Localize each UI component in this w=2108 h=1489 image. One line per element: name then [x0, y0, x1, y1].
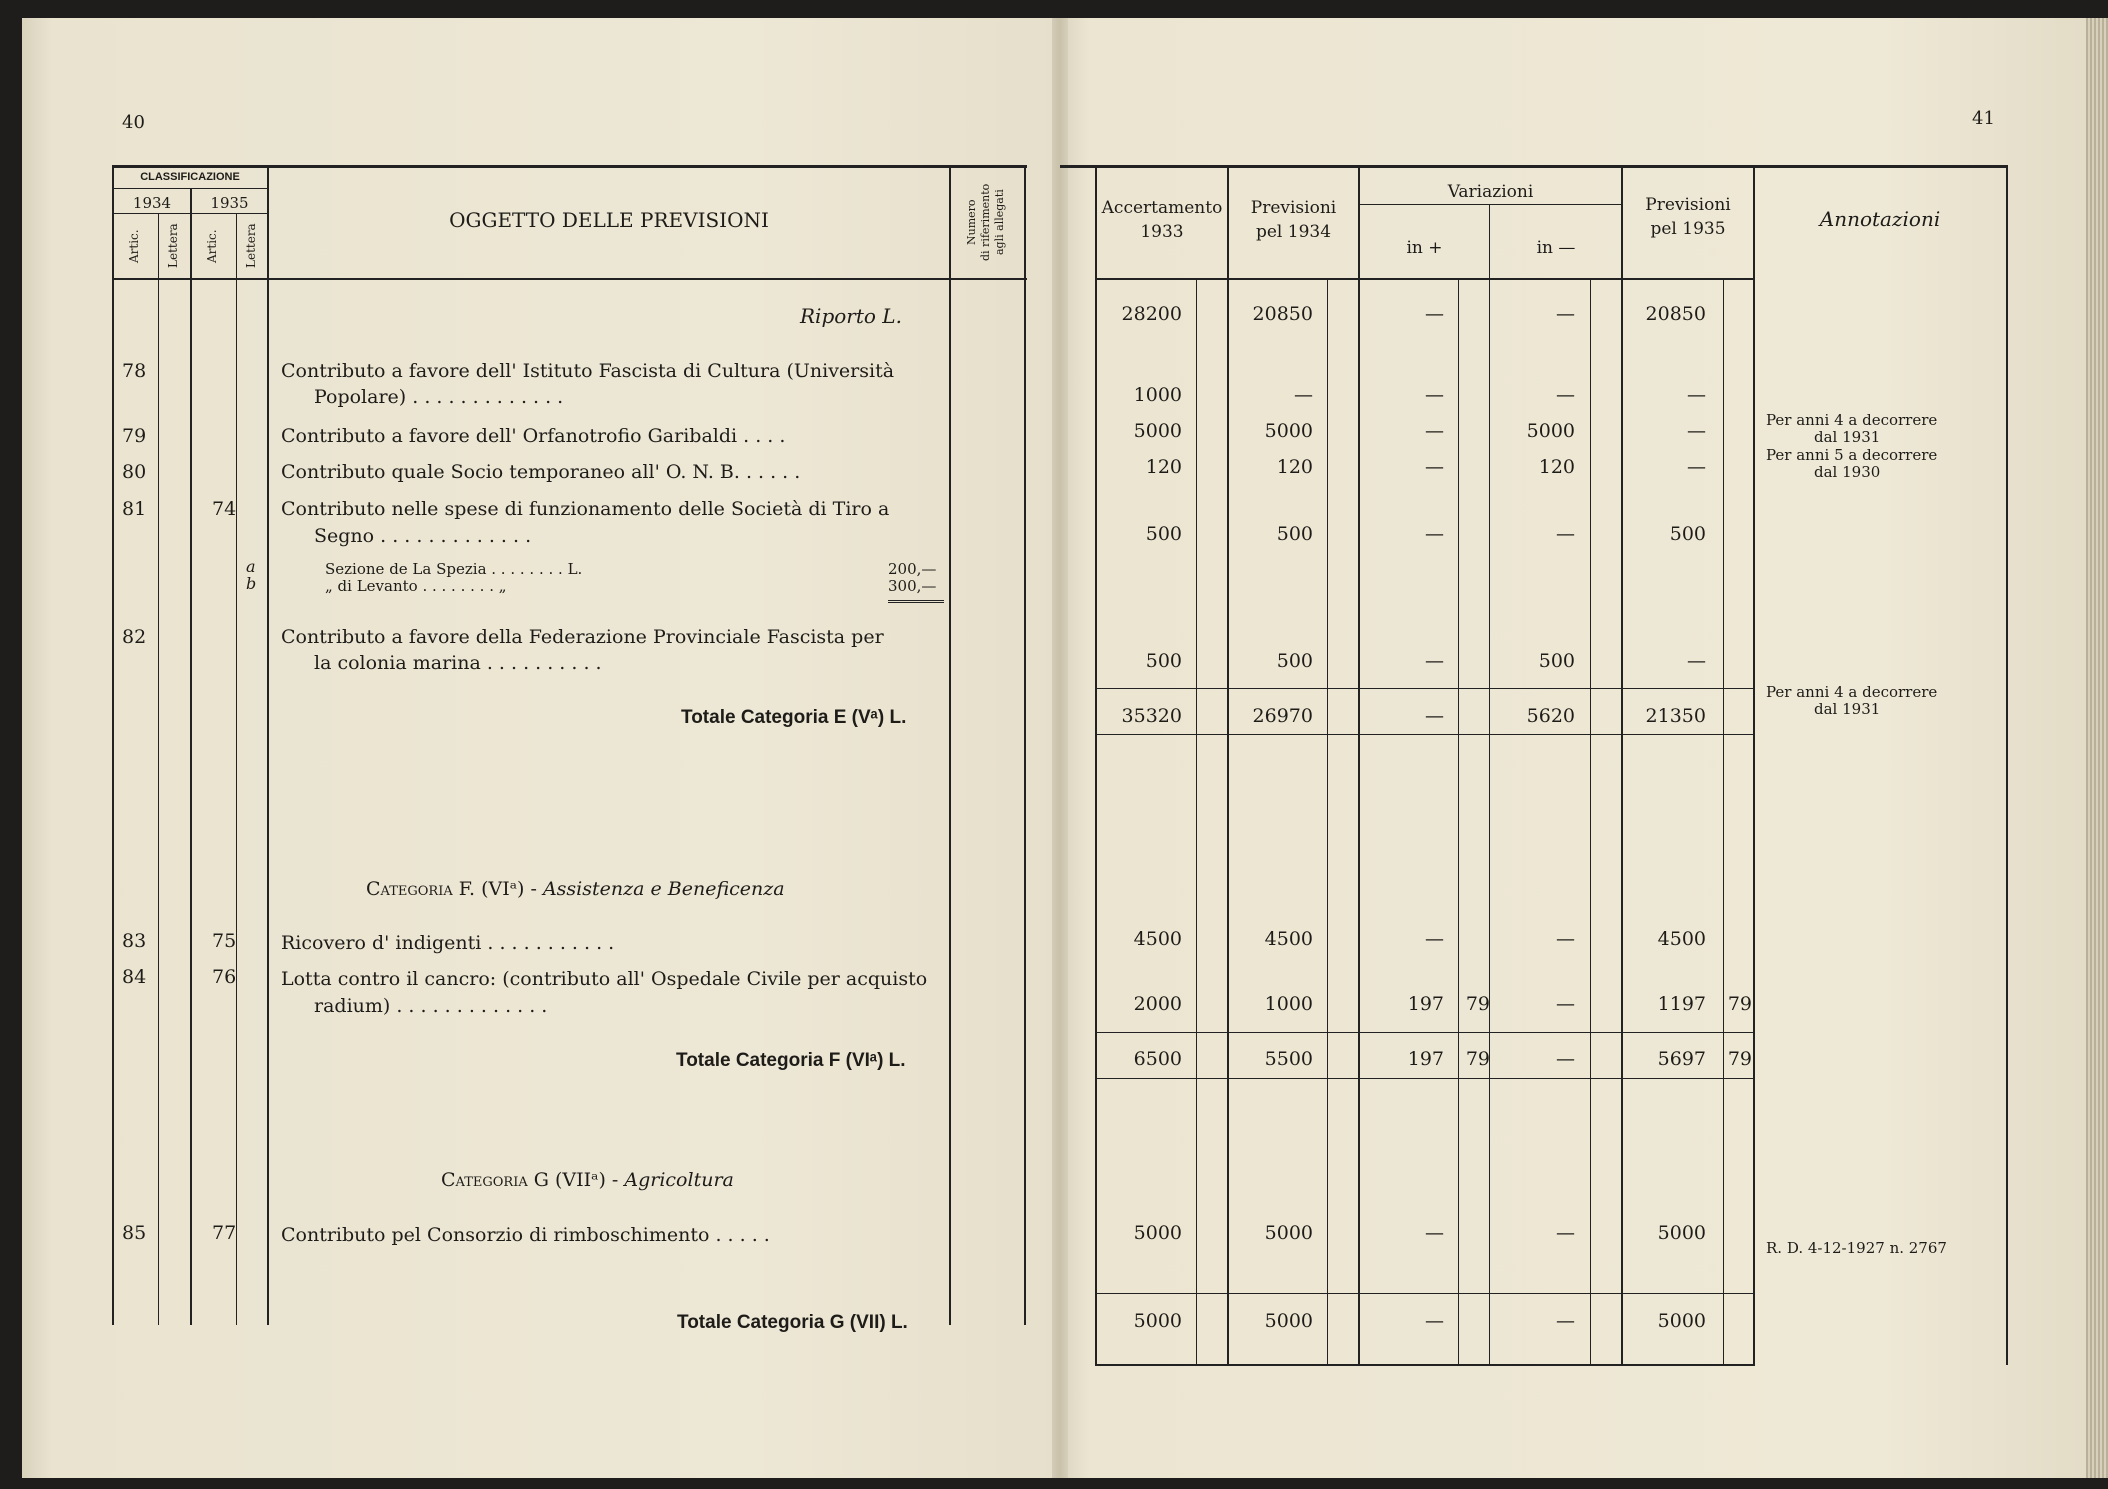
annotation-total-e-line1: Per anni 4 a decorrere: [1766, 683, 1938, 701]
category-g-title: Agricoltura: [624, 1169, 734, 1191]
accertamento-year: 1933: [1140, 222, 1184, 242]
row-81b-text: „ di Levanto . . . . . . . . „: [325, 577, 507, 595]
row-79-text: Contributo a favore dell' Orfanotrofio Garibaldi . . . .: [281, 425, 786, 447]
totG-p34-value: 5000: [1264, 1310, 1313, 1332]
row-78-artic: 78: [122, 360, 147, 382]
r80-acc-value: 120: [1145, 456, 1182, 478]
row-85-artic: 85: [122, 1222, 147, 1244]
r83-acc-value: 4500: [1133, 928, 1182, 950]
r79-vm-value: 5000: [1526, 420, 1575, 442]
r81-acc-value: 500: [1145, 523, 1182, 545]
r79-p34-value: 5000: [1264, 420, 1313, 442]
totF-p35-cents: 79: [1727, 1048, 1752, 1070]
row-80-artic: 80: [122, 461, 147, 483]
row-83-text: Ricovero d' indigenti . . . . . . . . . . .: [281, 932, 615, 954]
riporto-vp-value: —: [1425, 303, 1444, 325]
r79-acc-value: 5000: [1133, 420, 1182, 442]
r78-acc-value: 1000: [1133, 384, 1182, 406]
riporto-vm-value: —: [1556, 303, 1575, 325]
row-80-text: Contributo quale Socio temporaneo all' O. N. B. . . . . .: [281, 461, 801, 483]
riporto-p34-value: 20850: [1252, 303, 1313, 325]
r84-vp-cents: 79: [1465, 993, 1490, 1015]
r81-vm-value: —: [1556, 523, 1575, 545]
artic-1934-header: Artic.: [127, 229, 141, 263]
ref-header-3: agli allegati: [993, 189, 1006, 255]
row-81a-value: 200,—: [888, 560, 937, 578]
total-f-label: Totale Categoria F (VIᵃ) L.: [676, 1050, 906, 1071]
category-g-prefix: Categoria G (VIIᵃ) -: [441, 1169, 625, 1191]
r78-vm-value: —: [1556, 384, 1575, 406]
object-header: OGGETTO DELLE PREVISIONI: [449, 208, 769, 232]
totG-acc-value: 5000: [1133, 1310, 1182, 1332]
row-79-artic: 79: [122, 425, 147, 447]
prev1935-year: pel 1935: [1650, 219, 1726, 239]
row-84-text-1: Lotta contro il cancro: (contributo all' Ospedale Civile per acquisto: [281, 968, 928, 990]
row-83-artic: 83: [122, 930, 147, 952]
row-81-subtotal-rule: [888, 600, 944, 603]
r84-vp-value: 197: [1407, 993, 1444, 1015]
ref-header-1: Numero: [965, 199, 978, 245]
totE-acc-value: 35320: [1121, 705, 1182, 727]
row-83-artic-1935: 75: [212, 930, 237, 952]
prev1934-label: Previsioni: [1250, 198, 1337, 218]
totE-p35-value: 21350: [1645, 705, 1706, 727]
year-1934-header: 1934: [132, 194, 172, 212]
right-page-number: 41: [1972, 108, 1995, 129]
category-f-title: Assistenza e Beneficenza: [542, 878, 785, 900]
totF-vm-value: —: [1556, 1048, 1575, 1070]
prev1934-year: pel 1934: [1255, 222, 1332, 242]
totF-vp-value: 197: [1407, 1048, 1444, 1070]
r81-p35-value: 500: [1669, 523, 1706, 545]
annotazioni-header: Annotazioni: [1819, 207, 1941, 231]
lettera-1935-header: Lettera: [244, 223, 258, 269]
row-81-text-2: Segno . . . . . . . . . . . . .: [314, 525, 532, 547]
r84-p35-cents: 79: [1727, 993, 1752, 1015]
r81-vp-value: —: [1425, 523, 1444, 545]
r79-vp-value: —: [1425, 420, 1444, 442]
annotation-85: R. D. 4-12-1927 n. 2767: [1766, 1239, 1947, 1257]
r82-acc-value: 500: [1145, 650, 1182, 672]
annotation-79: [1766, 412, 1937, 446]
accertamento-header: [1097, 196, 1227, 244]
row-78-text-2: Popolare) . . . . . . . . . . . . .: [314, 386, 564, 408]
r82-p35-value: —: [1687, 650, 1706, 672]
r82-vm-value: 500: [1538, 650, 1575, 672]
row-81b-value: 300,—: [888, 577, 937, 595]
row-81-text-1: Contributo nelle spese di funzionamento delle Società di Tiro a: [281, 498, 890, 520]
row-81a-letter: a: [246, 557, 256, 576]
prev1935-label: Previsioni: [1645, 195, 1731, 215]
r85-p34-value: 5000: [1264, 1222, 1313, 1244]
in-plus-header: in +: [1406, 238, 1443, 258]
page-edges: [2086, 18, 2108, 1478]
totF-vp-cents: 79: [1465, 1048, 1490, 1070]
r85-p35-value: 5000: [1657, 1222, 1706, 1244]
r82-vp-value: —: [1425, 650, 1444, 672]
lettera-1934-header: Lettera: [166, 223, 180, 269]
row-81-artic-1935: 74: [212, 498, 237, 520]
annotation-total-e: [1766, 684, 1937, 718]
totE-p34-value: 26970: [1252, 705, 1313, 727]
r84-p35-value: 1197: [1657, 993, 1706, 1015]
r80-p34-value: 120: [1276, 456, 1313, 478]
totF-acc-value: 6500: [1133, 1048, 1182, 1070]
ref-header-2: di riferimento: [979, 183, 992, 261]
r85-vm-value: —: [1556, 1222, 1575, 1244]
r83-vm-value: —: [1556, 928, 1575, 950]
r78-p34-value: —: [1294, 384, 1313, 406]
r83-p35-value: 4500: [1657, 928, 1706, 950]
row-85-text: Contributo pel Consorzio di rimboschimento . . . . .: [281, 1224, 770, 1246]
r83-p34-value: 4500: [1264, 928, 1313, 950]
totG-vm-value: —: [1556, 1310, 1575, 1332]
row-82-text-2: la colonia marina . . . . . . . . . .: [314, 652, 602, 674]
artic-1935-header: Artic.: [205, 229, 219, 263]
totG-p35-value: 5000: [1657, 1310, 1706, 1332]
totG-vp-value: —: [1425, 1310, 1444, 1332]
riporto-acc-value: 28200: [1121, 303, 1182, 325]
category-g-heading: [441, 1167, 734, 1193]
row-84-artic-1935: 76: [212, 966, 237, 988]
variazioni-header: Variazioni: [1447, 182, 1534, 202]
r80-vm-value: 120: [1538, 456, 1575, 478]
riporto-label: Riporto L.: [800, 304, 902, 328]
classification-header: CLASSIFICAZIONE: [140, 171, 240, 183]
annotation-80-line1: Per anni 5 a decorrere: [1766, 446, 1938, 464]
r85-vp-value: —: [1425, 1222, 1444, 1244]
row-81-artic: 81: [122, 498, 147, 520]
r84-vm-value: —: [1556, 993, 1575, 1015]
annotation-79-line1: Per anni 4 a decorrere: [1766, 411, 1938, 429]
totF-p34-value: 5500: [1264, 1048, 1313, 1070]
total-e-label: Totale Categoria E (Vᵃ) L.: [681, 707, 907, 728]
accertamento-label: Accertamento: [1101, 198, 1223, 218]
annotation-79-line2: dal 1931: [1814, 428, 1881, 446]
row-81a-text: Sezione de La Spezia . . . . . . . . L.: [325, 560, 583, 578]
annotation-80-line2: dal 1930: [1814, 463, 1881, 481]
r83-vp-value: —: [1425, 928, 1444, 950]
row-82-text-1: Contributo a favore della Federazione Provinciale Fascista per: [281, 626, 884, 648]
total-g-label: Totale Categoria G (VII) L.: [677, 1312, 908, 1333]
r81-p34-value: 500: [1276, 523, 1313, 545]
totF-p35-value: 5697: [1657, 1048, 1706, 1070]
book-gutter: [1052, 18, 1068, 1478]
r80-vp-value: —: [1425, 456, 1444, 478]
left-page-number: 40: [122, 112, 145, 133]
category-f-prefix: Categoria F. (VIᵃ) -: [366, 878, 543, 900]
r82-p34-value: 500: [1276, 650, 1313, 672]
year-1935-header: 1935: [210, 194, 249, 212]
row-84-text-2: radium) . . . . . . . . . . . . .: [314, 995, 548, 1017]
totE-vp-value: —: [1425, 705, 1444, 727]
r84-acc-value: 2000: [1133, 993, 1182, 1015]
r78-p35-value: —: [1687, 384, 1706, 406]
r84-p34-value: 1000: [1264, 993, 1313, 1015]
row-78-text-1: Contributo a favore dell' Istituto Fascista di Cultura (Università: [281, 360, 895, 382]
category-f-heading: [366, 876, 785, 902]
row-85-artic-1935: 77: [212, 1222, 237, 1244]
r78-vp-value: —: [1425, 384, 1444, 406]
row-84-artic: 84: [122, 966, 147, 988]
riporto-p35-value: 20850: [1645, 303, 1706, 325]
annotation-total-e-line2: dal 1931: [1814, 700, 1881, 718]
prev1935-header: [1623, 193, 1753, 241]
in-minus-header: in —: [1536, 238, 1576, 258]
annotation-80: [1766, 447, 1937, 481]
r80-p35-value: —: [1687, 456, 1706, 478]
r79-p35-value: —: [1687, 420, 1706, 442]
row-81b-letter: b: [246, 574, 257, 593]
totE-vm-value: 5620: [1526, 705, 1575, 727]
r85-acc-value: 5000: [1133, 1222, 1182, 1244]
row-82-artic: 82: [122, 626, 147, 648]
prev1934-header: [1229, 196, 1358, 244]
